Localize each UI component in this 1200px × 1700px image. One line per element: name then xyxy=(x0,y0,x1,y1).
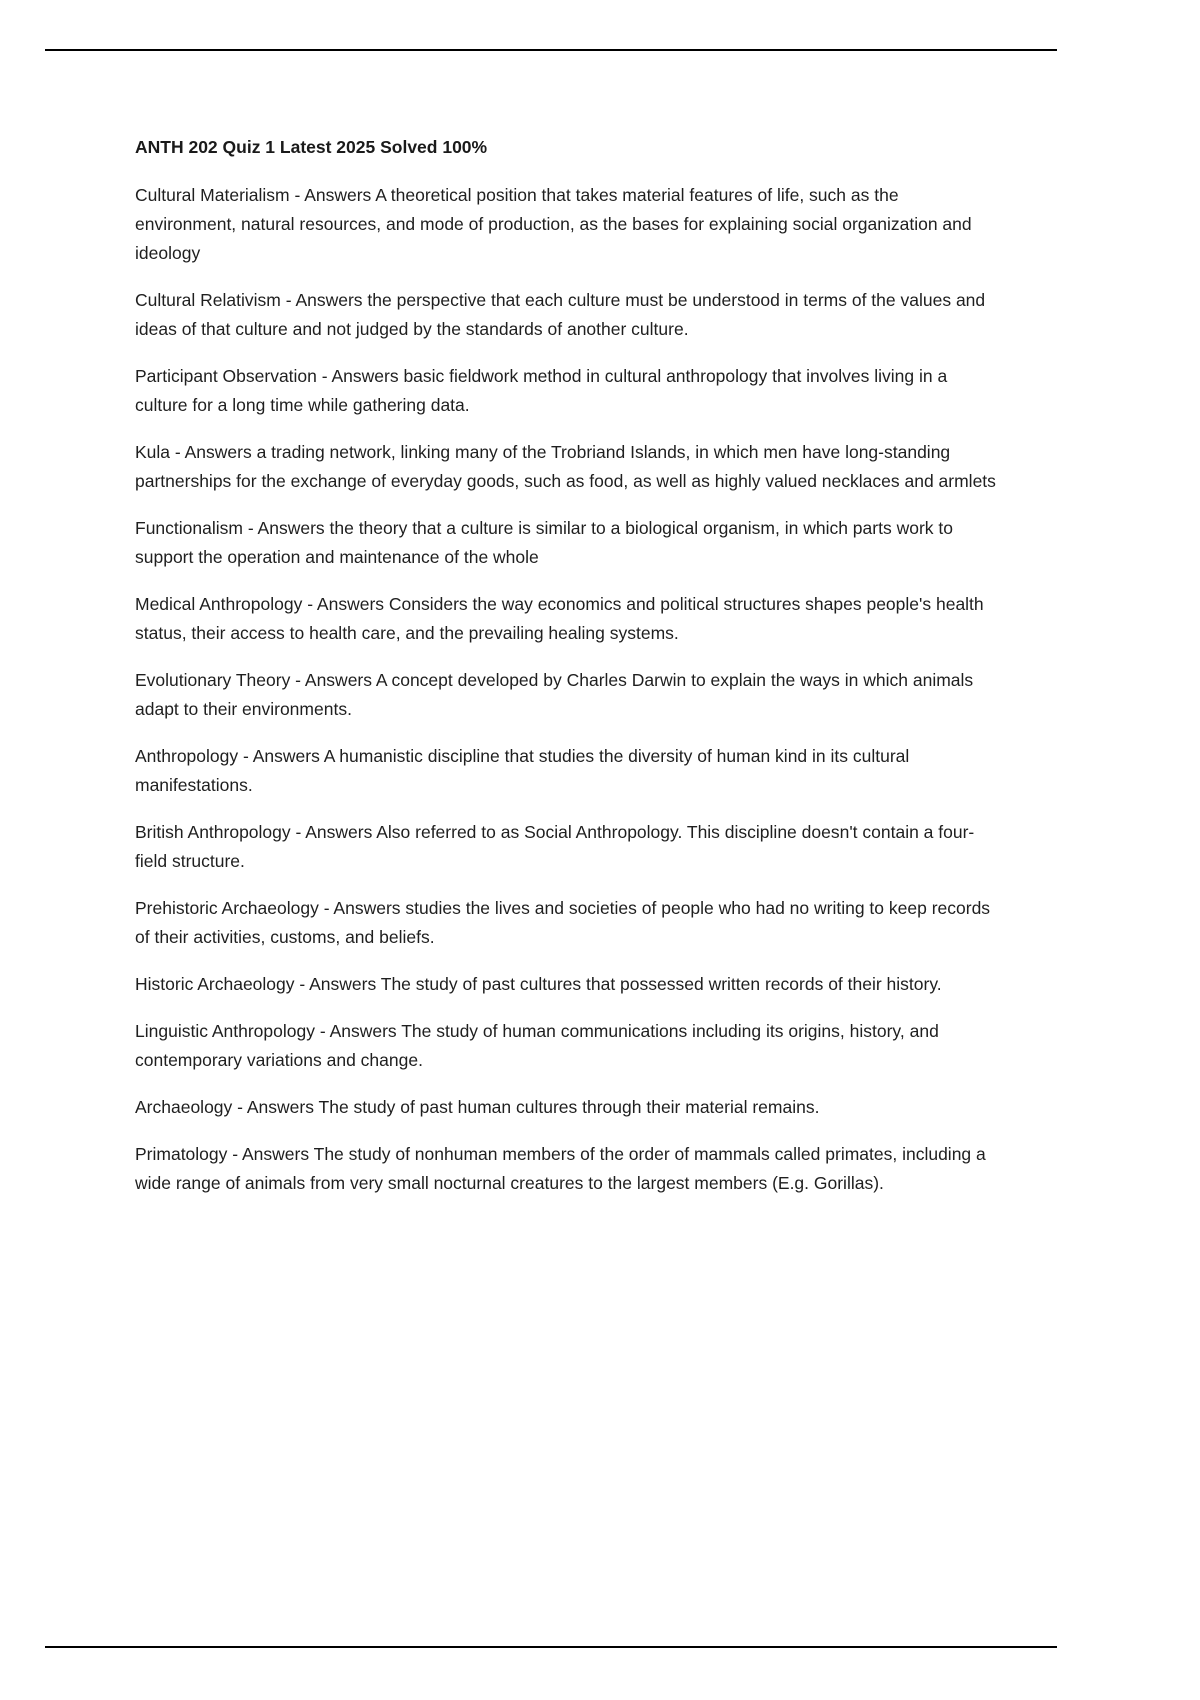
document-content xyxy=(135,133,1003,1216)
paragraph: Primatology - Answers The study of nonhuman members of the order of mammals called primates, including a wide range of animals from very small nocturnal creatures to the largest members (E.g. Gorillas). xyxy=(135,1144,986,1193)
paragraph: Linguistic Anthropology - Answers The study of human communications including its origins, history, and contemporary variations and change. xyxy=(135,1021,939,1070)
paragraph: Prehistoric Archaeology - Answers studies the lives and societies of people who had no writing to keep records of their activities, customs, and beliefs. xyxy=(135,898,991,947)
paragraph: British Anthropology - Answers Also referred to as Social Anthropology. This discipline doesn't contain a four-field structure. xyxy=(135,822,975,871)
paragraph: Evolutionary Theory - Answers A concept developed by Charles Darwin to explain the ways in which animals adapt to their environments. xyxy=(135,670,974,719)
page-title: ANTH 202 Quiz 1 Latest 2025 Solved 100% xyxy=(135,137,488,157)
paragraph: Anthropology - Answers A humanistic discipline that studies the diversity of human kind in its cultural manifestations. xyxy=(135,746,910,795)
paragraph: Medical Anthropology - Answers Considers the way economics and political structures shapes people's health status, their access to health care, and the prevailing healing systems. xyxy=(135,594,984,643)
paragraph: Functionalism - Answers the theory that a culture is similar to a biological organism, in which parts work to support the operation and maintenance of the whole xyxy=(135,518,953,567)
paragraph: Archaeology - Answers The study of past human cultures through their material remains. xyxy=(135,1097,820,1117)
paragraph: Historic Archaeology - Answers The study of past cultures that possessed written records of their history. xyxy=(135,974,942,994)
paragraph: Participant Observation - Answers basic fieldwork method in cultural anthropology that involves living in a culture for a long time while gathering data. xyxy=(135,366,948,415)
paragraph: Kula - Answers a trading network, linking many of the Trobriand Islands, in which men have long-standing partnerships for the exchange of everyday goods, such as food, as well as highly valued necklaces and armlets xyxy=(135,442,996,491)
top-rule xyxy=(45,49,1057,51)
paragraph: Cultural Relativism - Answers the perspective that each culture must be understood in terms of the values and ideas of that culture and not judged by the standards of another culture. xyxy=(135,290,986,339)
paragraph: Cultural Materialism - Answers A theoretical position that takes material features of life, such as the environment, natural resources, and mode of production, as the bases for explaining social organization and ideology xyxy=(135,185,972,263)
bottom-rule xyxy=(45,1646,1057,1648)
